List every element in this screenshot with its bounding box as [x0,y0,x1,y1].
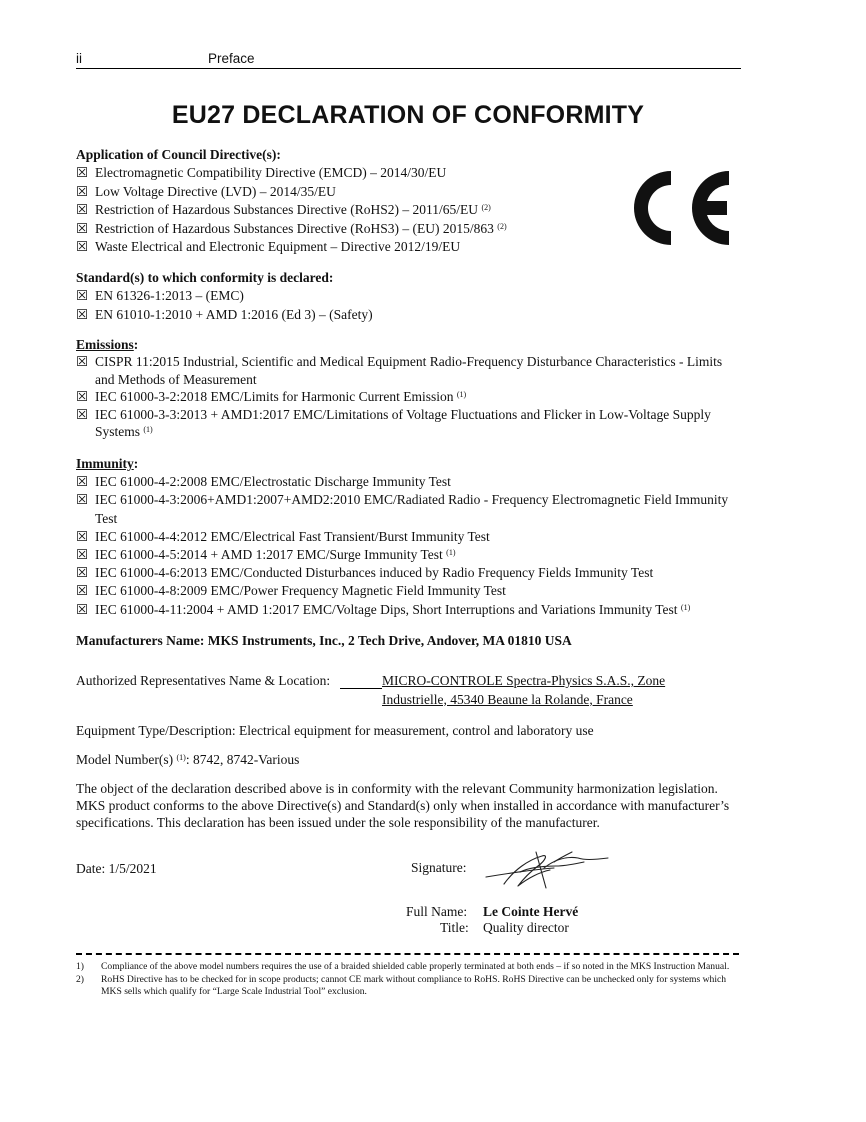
directive-item [76,164,636,182]
directive-item-note: (2) [481,203,491,213]
footnote-divider [76,953,739,955]
model-note: (1) [176,753,186,762]
directive-item-text: Waste Electrical and Electronic Equipment – Directive 2012/19/EU [95,239,461,255]
checked-box-icon: ☒ [76,583,89,599]
checked-box-icon: ☒ [76,288,89,304]
document-title: EU27 DECLARATION OF CONFORMITY [171,101,645,129]
immunity-item-note: (1) [446,548,456,558]
conformity-statement: The object of the declaration described above is in conformity with the relevant Community harmonization legislation. MKS product conforms to the above Directive(s) and Standard(s) only when installed in accordance with manufacturer’s specifications. This declaration has been issued under the sole responsibility of the manufacturer. [76,781,730,830]
immunity-item-text: IEC 61000-4-6:2013 EMC/Conducted Disturbances induced by Radio Frequency Fields Immunity Test [95,565,654,581]
footnote-text: RoHS Directive has to be checked for in scope products; cannot CE mark without compliance to RoHS. RoHS Directive can be unchecked only for systems which MKS sells which qualify for “Large Scale Industrial Tool” exclusion. [101,973,727,998]
ce-mark-c [634,171,671,245]
signature-label: Signature: [411,860,467,875]
directives-list [76,164,636,256]
immunity-heading-colon: : [133,456,139,471]
emission-item [76,388,736,405]
checked-box-icon: ☒ [76,165,89,181]
immunity-item-text: IEC 61000-4-3:2006+AMD1:2007+AMD2:2010 EMC/Radiated Radio - Frequency Electromagnetic Field Immunity Test [95,492,729,526]
immunity-item-text: IEC 61000-4-4:2012 EMC/Electrical Fast Transient/Burst Immunity Test [95,528,490,544]
signature-image [484,848,612,890]
title-label: Title: [440,920,469,935]
declaration-date: Date: 1/5/2021 [76,861,157,876]
ce-mark-icon [632,166,736,250]
emission-item-text: CISPR 11:2015 Industrial, Scientific and Medical Equipment Radio-Frequency Disturbance Characteristics - Limits and Methods of Measurement [95,354,723,387]
checked-box-icon: ☒ [76,601,89,617]
footnotes [76,961,746,999]
checked-box-icon: ☒ [76,547,89,563]
checked-box-icon: ☒ [76,220,89,236]
address-line-1: MICRO-CONTROLE Spectra-Physics S.A.S., Zone [382,673,666,688]
immunity-item [76,601,736,619]
standard-item [76,306,636,324]
section-title: Preface [208,51,255,66]
directives-heading: Application of Council Directive(s): [76,147,281,162]
standards-section [76,269,636,324]
checked-box-icon: ☒ [76,565,89,581]
immunity-heading [76,455,736,473]
emissions-list [76,353,736,440]
standards-list [76,287,636,324]
immunity-item [76,473,736,491]
checked-box-icon: ☒ [76,202,89,218]
footnote-text: Compliance of the above model numbers requires the use of a braided shielded cable properly terminated at both ends – if so noted in the MKS Instruction Manual. [101,961,730,972]
checked-box-icon: ☒ [76,306,89,322]
footnote-number: 2) [76,973,84,985]
immunity-item-text: IEC 61000-4-11:2004 + AMD 1:2017 EMC/Voltage Dips, Short Interruptions and Variations Immunity Test [95,601,678,617]
checked-box-icon: ☒ [76,239,89,255]
directive-item [76,238,636,256]
emissions-heading-colon: : [133,337,139,352]
standard-item-text: EN 61326-1:2013 – (EMC) [95,288,244,304]
manufacturer-line: Manufacturers Name: MKS Instruments, Inc., 2 Tech Drive, Andover, MA 01810 USA [76,633,572,648]
directives-section [76,146,636,256]
standard-item [76,287,636,305]
model-value: : 8742, 8742-Various [185,752,300,767]
checked-box-icon: ☒ [76,528,89,544]
directive-item-text: Electromagnetic Compatibility Directive (EMCD) – 2014/30/EU [95,165,447,181]
emissions-heading [76,336,736,353]
representative-address [382,672,665,709]
emission-item-note: (1) [456,390,467,400]
full-name-value: Le Cointe Hervé [483,904,579,919]
checked-box-icon: ☒ [76,492,89,508]
page-number: ii [76,51,82,66]
representative-underline [340,688,382,689]
footnote-item [76,974,746,999]
model-label: Model Number(s) [76,752,174,767]
immunity-item [76,582,736,600]
checked-box-icon: ☒ [76,183,89,199]
immunity-item-text: IEC 61000-4-8:2009 EMC/Power Frequency Magnetic Field Immunity Test [95,583,506,599]
immunity-item-note: (1) [680,602,691,612]
immunity-section [76,455,736,619]
standards-heading: Standard(s) to which conformity is declared: [76,270,334,285]
title-value: Quality director [483,920,569,935]
checked-box-icon: ☒ [76,474,89,490]
immunity-item-text: IEC 61000-4-5:2014 + AMD 1:2017 EMC/Surge Immunity Test [95,547,443,563]
emissions-section [76,336,736,440]
immunity-item [76,564,736,582]
ce-mark-text: CE [684,216,686,217]
immunity-list [76,473,736,619]
immunity-item [76,491,736,527]
checked-box-icon: ☒ [76,406,89,422]
checked-box-icon: ☒ [76,354,89,370]
emission-item-text: IEC 61000-3-3:2013 + AMD1:2017 EMC/Limitations of Voltage Fluctuations and Flicker in Low-Voltage Supply Systems [95,406,711,440]
emission-item-note: (1) [143,425,153,435]
representative-label: Authorized Representatives Name & Location: [76,673,331,688]
immunity-item [76,528,736,546]
footnote-item [76,961,746,974]
immunity-heading-label: Immunity [76,456,134,471]
directive-item-text: Restriction of Hazardous Substances Directive (RoHS2) – 2011/65/EU [95,202,479,218]
immunity-item [76,546,736,564]
equipment-description: Equipment Type/Description: Electrical equipment for measurement, control and laboratory use [76,723,594,738]
checked-box-icon: ☒ [76,389,89,405]
directive-item-text: Low Voltage Directive (LVD) – 2014/35/EU [95,183,336,199]
page-header [76,51,741,69]
emission-item [76,353,736,388]
emission-item [76,406,736,441]
emission-item-text: IEC 61000-3-2:2018 EMC/Limits for Harmonic Current Emission [95,389,454,405]
address-line-2: Industrielle, 45340 Beaune la Rolande, France [382,691,633,707]
footnote-number: 1) [76,961,84,972]
immunity-item-text: IEC 61000-4-2:2008 EMC/Electrostatic Discharge Immunity Test [95,474,451,490]
directive-item-text: Restriction of Hazardous Substances Directive (RoHS3) – (EU) 2015/863 [95,220,494,236]
standard-item-text: EN 61010-1:2010 + AMD 1:2016 (Ed 3) – (Safety) [95,306,373,322]
directive-item-note: (2) [497,221,507,231]
ce-mark-e [692,171,729,245]
directive-item [76,220,636,238]
emissions-heading-label: Emissions [76,337,134,352]
model-number [76,751,299,769]
directive-item [76,201,636,219]
directive-item [76,183,636,201]
full-name-label: Full Name: [406,904,468,919]
